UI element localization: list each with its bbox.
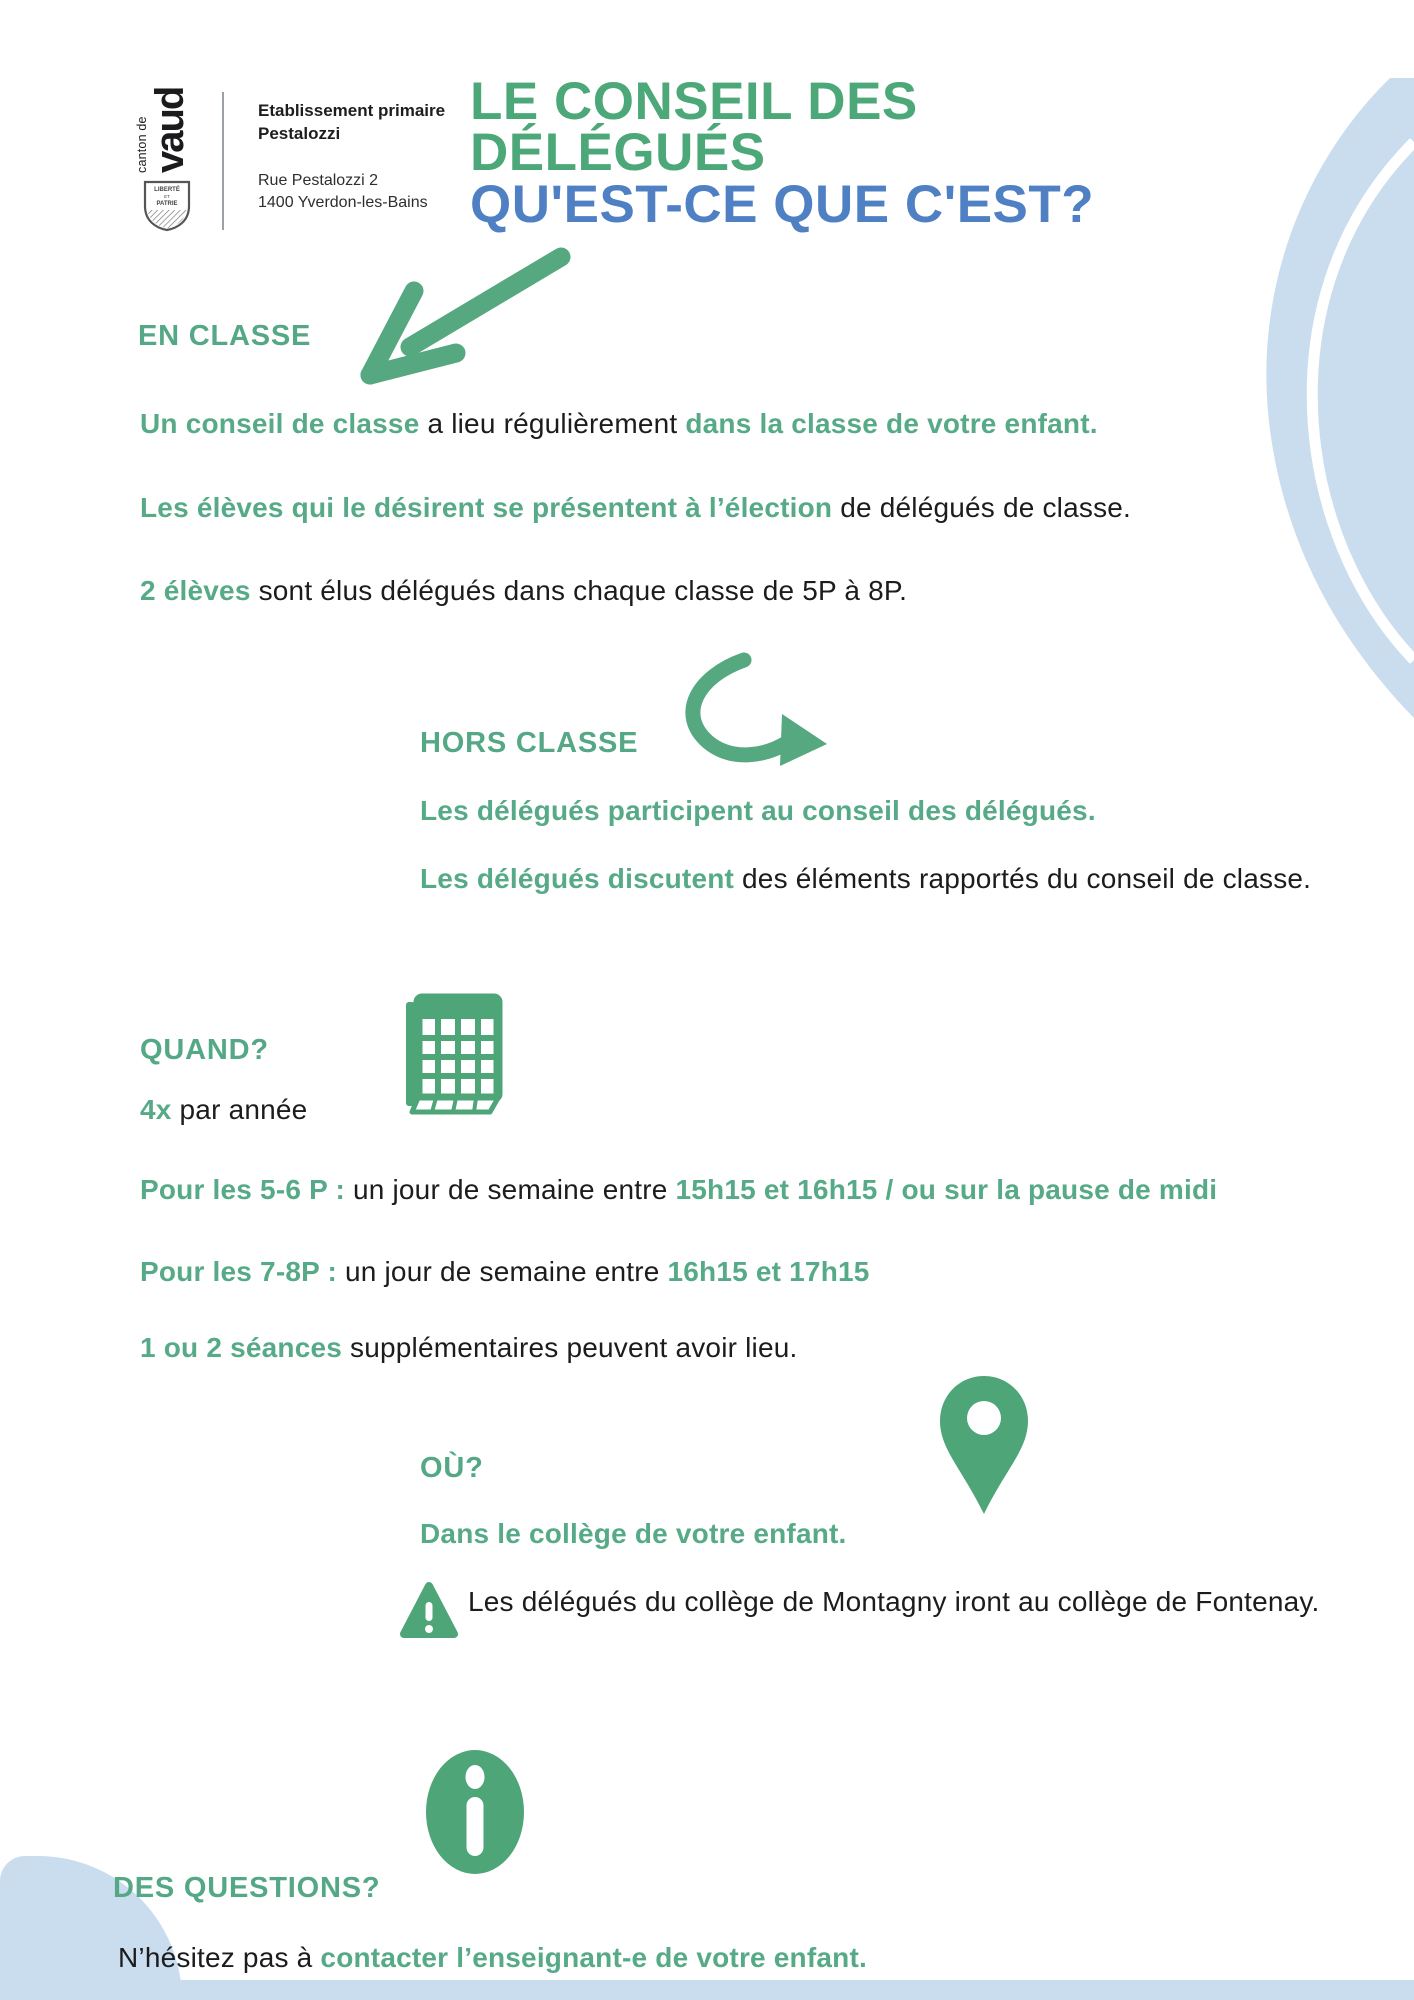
paragraph-delegues-discutent: Les délégués discutent des éléments rapportés du conseil de classe. — [420, 863, 1312, 894]
paragraph-deux-eleves: 2 élèves sont élus délégués dans chaque classe de 5P à 8P. — [140, 575, 908, 606]
warning-icon — [399, 1578, 459, 1642]
page-title-line3: QU'EST-CE QUE C'EST? — [470, 174, 1095, 234]
shield-liberte-text: LIBERTÉ — [154, 187, 180, 193]
section-heading-ou: OÙ? — [420, 1452, 484, 1484]
paragraph-delegues-participent: Les délégués participent au conseil des délégués. — [420, 795, 1096, 826]
paragraph-conseil-classe: Un conseil de classe a lieu régulièrement dans la classe de votre enfant. — [140, 408, 1098, 439]
info-icon — [424, 1748, 526, 1880]
establishment-address-line1: Rue Pestalozzi 2 — [258, 172, 379, 189]
page-title-line1: LE CONSEIL DES — [470, 72, 918, 131]
decor-blob-top-right — [1244, 78, 1414, 726]
paragraph-horaire-7-8p: Pour les 7-8P : un jour de semaine entre 16h15 et 17h15 — [140, 1256, 870, 1287]
shield-et-text: ET — [164, 194, 170, 199]
establishment-address-line2: 1400 Yverdon-les-Bains — [258, 194, 428, 212]
paragraph-frequence: 4x par année — [140, 1094, 308, 1125]
curved-arrow-icon — [632, 652, 827, 780]
paragraph-seances-supplementaires: 1 ou 2 séances supplémentaires peuvent avoir lieu. — [140, 1332, 798, 1363]
logo-canton-de-text: canton de — [135, 116, 149, 173]
vaud-shield-icon — [142, 180, 192, 232]
arrow-down-left-icon — [318, 243, 573, 395]
establishment-address — [258, 170, 428, 215]
establishment-name — [258, 100, 445, 146]
section-heading-en-classe: EN CLASSE — [138, 320, 312, 352]
decor-band-bottom — [98, 1980, 1414, 2000]
section-heading-quand: QUAND? — [140, 1034, 269, 1066]
paragraph-eleves-election: Les élèves qui le désirent se présentent à l’élection de délégués de classe. — [140, 492, 1132, 523]
page-title-line2: DÉLÉGUÉS — [470, 123, 766, 183]
paragraph-contacter-enseignant: N’hésitez pas à contacter l’enseignant-e de votre enfant. — [118, 1942, 867, 1973]
logo-vaud-text: vaud — [148, 87, 192, 173]
section-heading-des-questions: DES QUESTIONS? — [113, 1872, 381, 1904]
calendar-icon — [404, 992, 504, 1118]
location-pin-icon — [933, 1372, 1035, 1518]
shield-patrie-text: PATRIE — [156, 201, 178, 207]
paragraph-montagny-fontenay: Les délégués du collège de Montagny iront au collège de Fontenay. — [468, 1586, 1320, 1617]
header-divider — [222, 92, 224, 230]
canton-vaud-logo — [128, 80, 223, 180]
establishment-name-line2: Pestalozzi — [258, 123, 341, 143]
paragraph-horaire-5-6p: Pour les 5-6 P : un jour de semaine entre 15h15 et 16h15 / ou sur la pause de midi — [140, 1174, 1218, 1205]
section-heading-hors-classe: HORS CLASSE — [420, 727, 639, 759]
page-title — [470, 72, 1095, 234]
paragraph-dans-college: Dans le collège de votre enfant. — [420, 1518, 847, 1549]
establishment-name-line1: Etablissement primaire — [258, 101, 446, 120]
